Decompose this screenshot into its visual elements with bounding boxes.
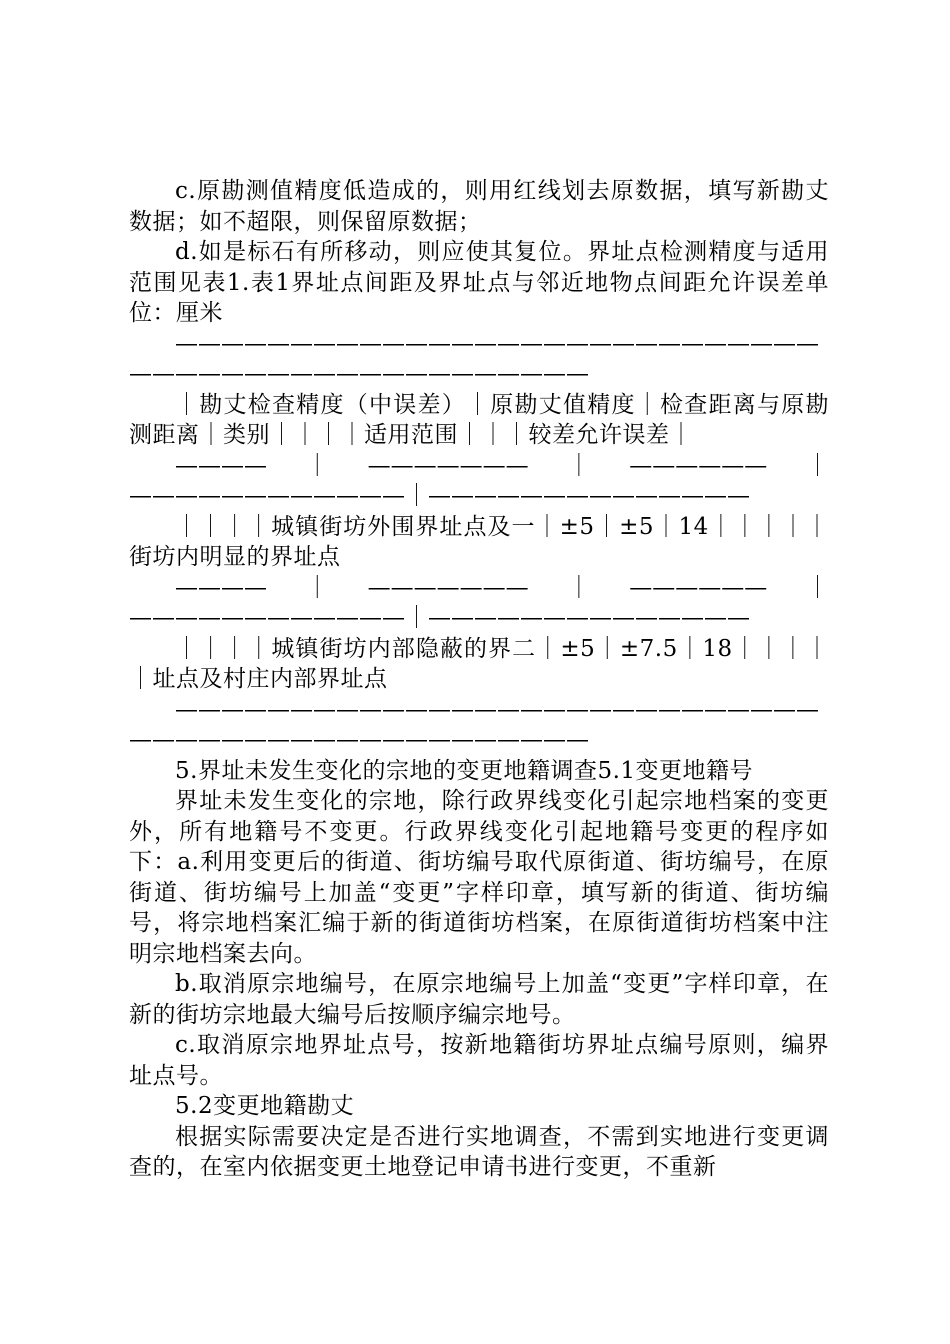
paragraph-b-cancel-parcel-number: b.取消原宗地编号，在原宗地编号上加盖“变更”字样印章，在新的街坊宗地最大编号后按顺序编宗地号。	[129, 971, 829, 1028]
table-rule-bottom: ————————————————————————————————————————————————	[129, 696, 819, 753]
paragraph-survey-decision: 根据实际需要决定是否进行实地调查，不需到实地进行变更调查的，在室内依据变更土地登记申请书进行变更，不重新	[129, 1123, 829, 1180]
table-header-row: ｜勘丈检查精度（中误差）｜原勘丈值精度｜检查距离与原勘测距离｜类别｜｜｜｜适用范围｜｜｜较差允许误差｜	[129, 391, 829, 448]
paragraph-d-marker-moved: d.如是标石有所移动，则应使其复位。界址点检测精度与适用范围见表1.表1界址点间距及界址点与邻近地物点间距允许误差单位：厘米	[129, 239, 829, 326]
table-row-1: ｜｜｜｜城镇街坊外围界址点及一｜±5｜±5｜14｜｜｜｜｜街坊内明显的界址点	[129, 513, 829, 570]
table-row-2: ｜｜｜｜城镇街坊内部隐蔽的界二｜±5｜±7.5｜18｜｜｜｜｜址点及村庄内部界址点	[129, 635, 829, 692]
paragraph-c-original-precision: c.原勘测值精度低造成的，则用红线划去原数据，填写新勘丈数据；如不超限，则保留原数据；	[129, 178, 829, 235]
document-page	[129, 176, 829, 1183]
section-heading-5-2: 5.2变更地籍勘丈	[175, 1093, 355, 1119]
paragraph-cadastral-number-unchanged: 界址未发生变化的宗地，除行政界线变化引起宗地档案的变更外，所有地籍号不变更。行政界线变化引起地籍号变更的程序如下：a.利用变更后的街道、街坊编号取代原街道、街坊编号，在原街道、街坊编号上加盖“变更”字样印章，填写新的街道、街坊编号，将宗地档案汇编于新的街道街坊档案，在原街道街坊档案中注明宗地档案去向。	[129, 788, 829, 967]
table-rule-row-2: ————｜———————｜——————｜————————————｜——————————————	[129, 574, 829, 631]
table-rule-row-1: ————｜———————｜——————｜————————————｜——————————————	[129, 452, 829, 509]
section-heading-5-1: 5.界址未发生变化的宗地的变更地籍调查5.1变更地籍号	[175, 757, 754, 784]
table-rule-top: ————————————————————————————————————————————————	[129, 330, 819, 387]
paragraph-c-cancel-boundary-number: c.取消原宗地界址点号，按新地籍街坊界址点编号原则，编界址点号。	[129, 1032, 829, 1089]
